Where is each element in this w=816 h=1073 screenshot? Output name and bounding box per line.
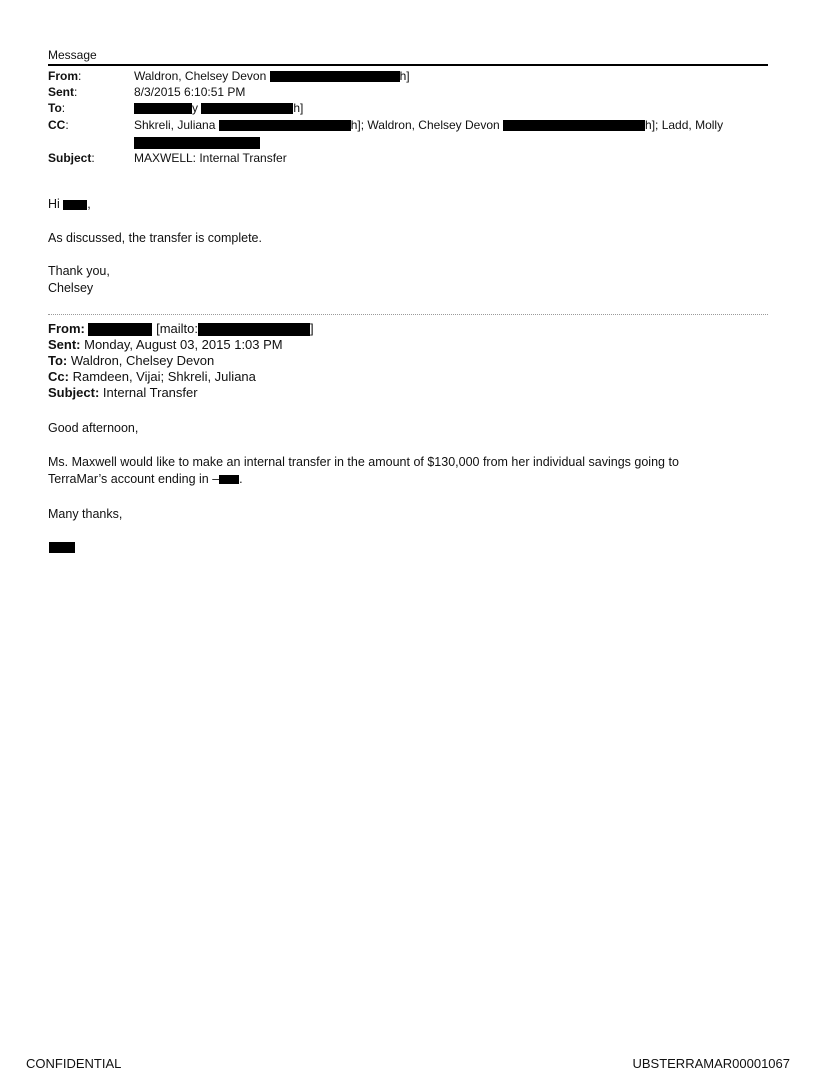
redaction-block <box>503 120 645 131</box>
message-label: Message <box>48 48 97 62</box>
to-tail: h] <box>293 101 304 115</box>
header-rule <box>48 64 768 66</box>
greeting-punct: , <box>87 197 91 211</box>
reply-greeting <box>48 196 91 212</box>
fwd-body-line-2-end: . <box>239 472 243 486</box>
footer-confidential: CONFIDENTIAL <box>26 1056 122 1071</box>
from-label: From <box>48 69 78 83</box>
greeting-word: Hi <box>48 197 60 211</box>
redaction-block <box>134 103 192 114</box>
fwd-sent-row <box>48 337 283 353</box>
redaction-block <box>198 323 310 336</box>
to-label: To <box>48 101 62 115</box>
fwd-cc-row <box>48 369 256 385</box>
redaction-block <box>270 71 400 82</box>
to-mid: y <box>192 101 198 115</box>
cc-label: CC <box>48 118 66 132</box>
fwd-body-line-2-text: TerraMar’s account ending in – <box>48 472 220 486</box>
fwd-body-line-2 <box>48 471 243 487</box>
redaction-block <box>88 323 152 336</box>
redaction-block <box>219 120 351 131</box>
header-to-value <box>134 101 303 116</box>
header-subject-row: Subject: <box>48 151 95 165</box>
fwd-sent-label: Sent: <box>48 337 81 352</box>
fwd-bracket-close: ] <box>310 321 314 336</box>
fwd-body-line-1: Ms. Maxwell would like to make an internal transfer in the amount of $130,000 from her individual savings going to <box>48 455 679 469</box>
reply-thanks: Thank you, <box>48 264 110 278</box>
redaction-block <box>134 137 260 149</box>
reply-line-1: As discussed, the transfer is complete. <box>48 231 262 245</box>
header-to-row: To: <box>48 101 66 115</box>
redaction-block <box>201 103 293 114</box>
fwd-cc-value: Ramdeen, Vijai; Shkreli, Juliana <box>72 369 256 384</box>
fwd-from-row <box>48 321 314 337</box>
redaction-block <box>219 475 239 484</box>
subject-label: Subject <box>48 151 92 165</box>
fwd-subject-value: Internal Transfer <box>102 385 198 400</box>
fwd-to-row <box>48 353 214 369</box>
fwd-sent-value: Monday, August 03, 2015 1:03 PM <box>84 337 283 352</box>
footer-bates-number: UBSTERRAMAR00001067 <box>632 1056 790 1071</box>
reply-signature: Chelsey <box>48 281 94 295</box>
header-subject-value: MAXWELL: Internal Transfer <box>134 151 287 165</box>
message-separator <box>48 314 768 315</box>
cc-value-1: Shkreli, Juliana <box>134 118 216 132</box>
fwd-to-value: Waldron, Chelsey Devon <box>70 353 215 368</box>
header-from-row: From: <box>48 69 82 83</box>
cc-sep-2: h]; Ladd, Molly <box>645 118 724 132</box>
header-sent-row: Sent: <box>48 85 78 99</box>
from-tail: h] <box>399 69 410 83</box>
header-cc-value <box>134 118 723 133</box>
header-sent-value: 8/3/2015 6:10:51 PM <box>134 85 246 99</box>
fwd-subject-row <box>48 385 198 401</box>
redaction-block <box>63 200 87 210</box>
fwd-closing: Many thanks, <box>48 507 123 521</box>
header-cc-row: CC: <box>48 118 69 132</box>
fwd-greeting: Good afternoon, <box>48 421 139 435</box>
fwd-from-label: From: <box>48 321 85 336</box>
fwd-mailto: [mailto: <box>156 321 198 336</box>
cc-sep-1: h]; Waldron, Chelsey Devon <box>350 118 500 132</box>
fwd-subject-label: Subject: <box>48 385 100 400</box>
header-from-value <box>134 69 410 84</box>
fwd-cc-label: Cc: <box>48 369 69 384</box>
redaction-block <box>49 542 75 553</box>
sent-label: Sent <box>48 85 75 99</box>
from-value: Waldron, Chelsey Devon <box>134 69 267 83</box>
fwd-to-label: To: <box>48 353 68 368</box>
